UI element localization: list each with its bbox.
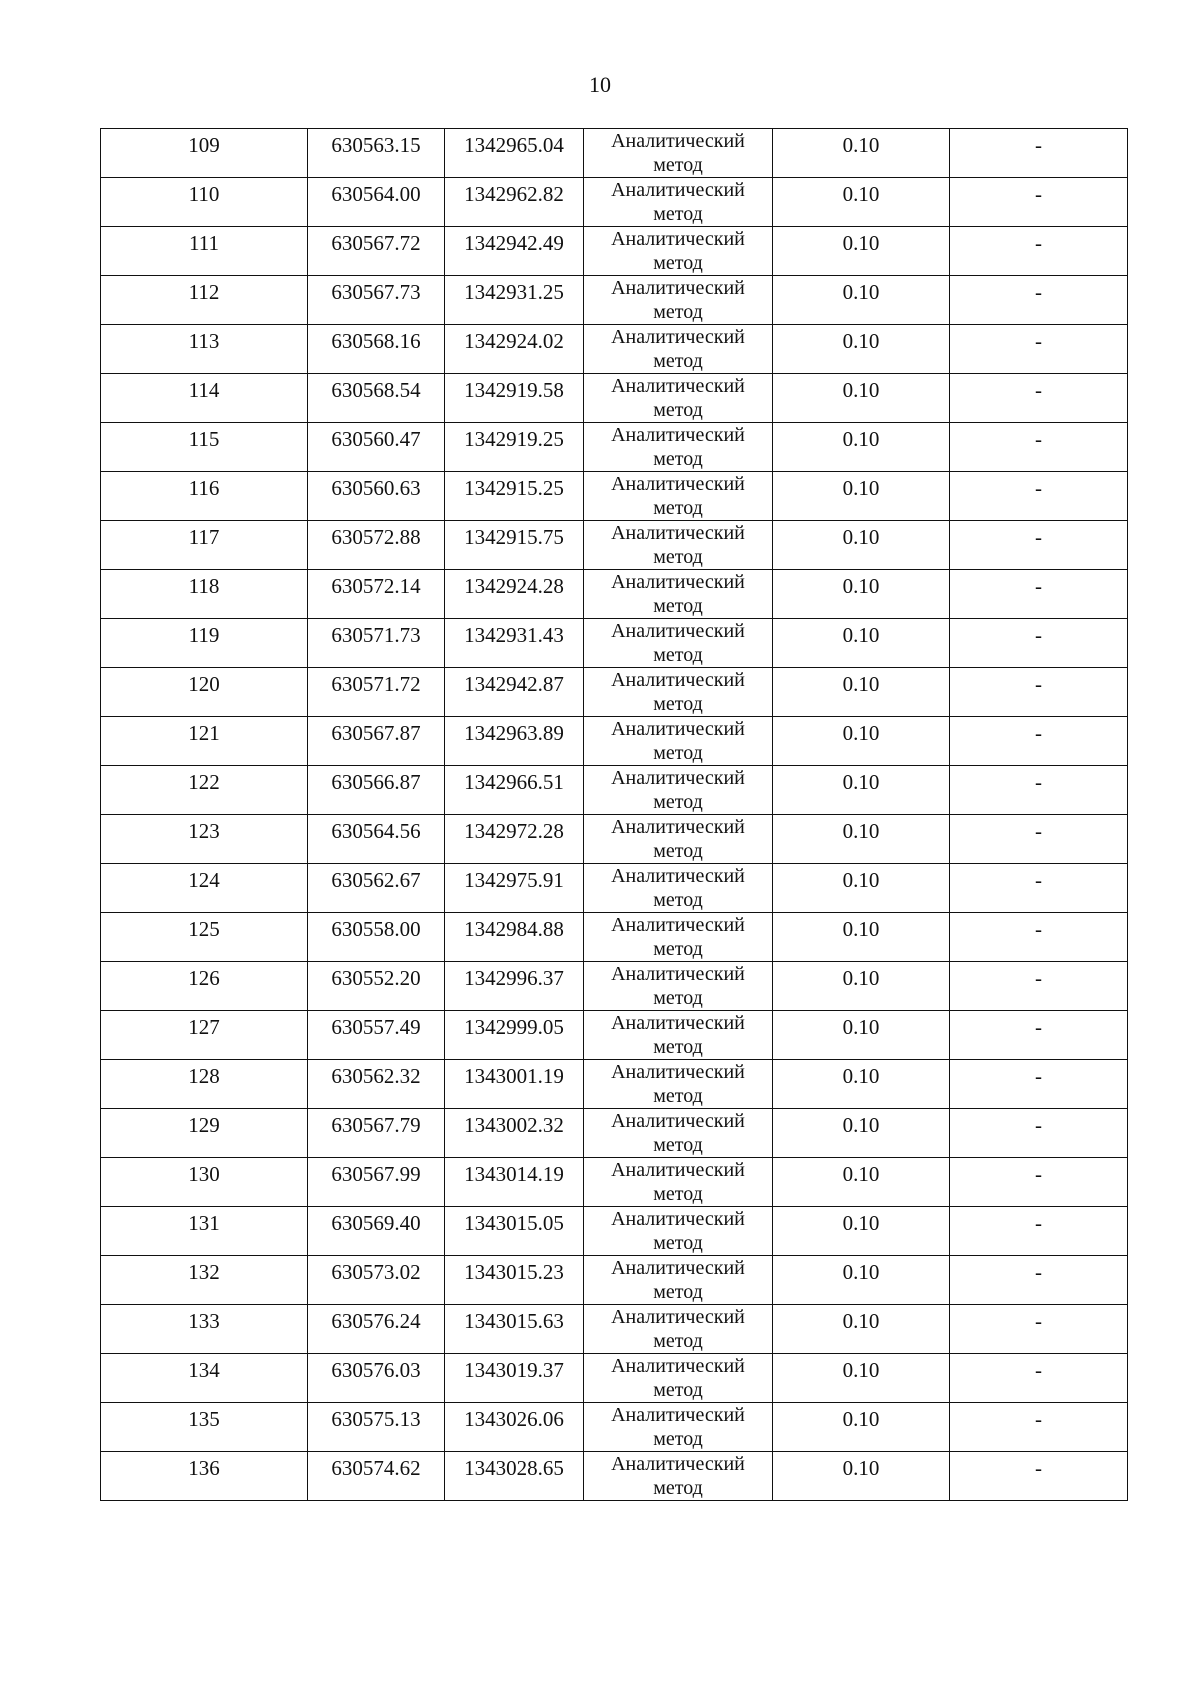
x-coordinate-cell: 630575.13 bbox=[308, 1403, 445, 1452]
accuracy-cell: 0.10 bbox=[773, 815, 950, 864]
method-text-line: метод bbox=[653, 1134, 703, 1156]
point-number-cell: 113 bbox=[101, 325, 308, 374]
note-cell: - bbox=[950, 374, 1128, 423]
point-number-cell: 112 bbox=[101, 276, 308, 325]
method-cell bbox=[584, 962, 773, 1011]
table-row bbox=[101, 962, 1128, 1011]
point-number-cell: 135 bbox=[101, 1403, 308, 1452]
table-row bbox=[101, 374, 1128, 423]
x-coordinate-cell: 630572.88 bbox=[308, 521, 445, 570]
accuracy-cell: 0.10 bbox=[773, 1011, 950, 1060]
x-coordinate-cell: 630567.87 bbox=[308, 717, 445, 766]
method-text-line: метод bbox=[653, 791, 703, 813]
method-cell bbox=[584, 1452, 773, 1501]
note-cell: - bbox=[950, 815, 1128, 864]
method-text-line: Аналитический bbox=[611, 1404, 745, 1426]
note-cell: - bbox=[950, 325, 1128, 374]
x-coordinate-cell: 630576.24 bbox=[308, 1305, 445, 1354]
accuracy-cell: 0.10 bbox=[773, 619, 950, 668]
point-number-cell: 136 bbox=[101, 1452, 308, 1501]
y-coordinate-cell: 1342996.37 bbox=[445, 962, 584, 1011]
point-number-cell: 130 bbox=[101, 1158, 308, 1207]
table-row bbox=[101, 766, 1128, 815]
note-cell: - bbox=[950, 1256, 1128, 1305]
method-text-line: метод bbox=[653, 154, 703, 176]
y-coordinate-cell: 1342919.25 bbox=[445, 423, 584, 472]
accuracy-cell: 0.10 bbox=[773, 178, 950, 227]
point-number-cell: 133 bbox=[101, 1305, 308, 1354]
method-text-line: метод bbox=[653, 1232, 703, 1254]
y-coordinate-cell: 1342972.28 bbox=[445, 815, 584, 864]
method-text-line: метод bbox=[653, 203, 703, 225]
table-row bbox=[101, 227, 1128, 276]
method-text-line: Аналитический bbox=[611, 718, 745, 740]
y-coordinate-cell: 1342931.43 bbox=[445, 619, 584, 668]
point-number-cell: 115 bbox=[101, 423, 308, 472]
note-cell: - bbox=[950, 668, 1128, 717]
method-text-line: Аналитический bbox=[611, 424, 745, 446]
note-cell: - bbox=[950, 1158, 1128, 1207]
point-number-cell: 131 bbox=[101, 1207, 308, 1256]
accuracy-cell: 0.10 bbox=[773, 1109, 950, 1158]
x-coordinate-cell: 630567.99 bbox=[308, 1158, 445, 1207]
y-coordinate-cell: 1342975.91 bbox=[445, 864, 584, 913]
method-text-line: метод bbox=[653, 546, 703, 568]
x-coordinate-cell: 630576.03 bbox=[308, 1354, 445, 1403]
method-cell bbox=[584, 472, 773, 521]
method-cell bbox=[584, 1207, 773, 1256]
accuracy-cell: 0.10 bbox=[773, 913, 950, 962]
x-coordinate-cell: 630563.15 bbox=[308, 129, 445, 178]
note-cell: - bbox=[950, 766, 1128, 815]
table-row bbox=[101, 864, 1128, 913]
method-text-line: метод bbox=[653, 497, 703, 519]
point-number-cell: 119 bbox=[101, 619, 308, 668]
point-number-cell: 132 bbox=[101, 1256, 308, 1305]
method-cell bbox=[584, 864, 773, 913]
table-row bbox=[101, 1158, 1128, 1207]
method-text-line: Аналитический bbox=[611, 522, 745, 544]
table-row bbox=[101, 276, 1128, 325]
method-text-line: Аналитический bbox=[611, 963, 745, 985]
method-text-line: Аналитический bbox=[611, 473, 745, 495]
method-text-line: метод bbox=[653, 1477, 703, 1499]
point-number-cell: 121 bbox=[101, 717, 308, 766]
table-row bbox=[101, 619, 1128, 668]
method-text-line: метод bbox=[653, 448, 703, 470]
x-coordinate-cell: 630567.79 bbox=[308, 1109, 445, 1158]
accuracy-cell: 0.10 bbox=[773, 521, 950, 570]
x-coordinate-cell: 630557.49 bbox=[308, 1011, 445, 1060]
method-cell bbox=[584, 766, 773, 815]
point-number-cell: 109 bbox=[101, 129, 308, 178]
method-cell bbox=[584, 913, 773, 962]
method-text-line: метод bbox=[653, 742, 703, 764]
accuracy-cell: 0.10 bbox=[773, 1158, 950, 1207]
y-coordinate-cell: 1342984.88 bbox=[445, 913, 584, 962]
point-number-cell: 122 bbox=[101, 766, 308, 815]
y-coordinate-cell: 1342924.28 bbox=[445, 570, 584, 619]
accuracy-cell: 0.10 bbox=[773, 717, 950, 766]
coordinates-table bbox=[100, 128, 1128, 1501]
method-cell bbox=[584, 374, 773, 423]
table-row bbox=[101, 472, 1128, 521]
accuracy-cell: 0.10 bbox=[773, 227, 950, 276]
table-row bbox=[101, 717, 1128, 766]
method-text-line: Аналитический bbox=[611, 571, 745, 593]
method-text-line: Аналитический bbox=[611, 865, 745, 887]
method-text-line: Аналитический bbox=[611, 620, 745, 642]
table-row bbox=[101, 668, 1128, 717]
accuracy-cell: 0.10 bbox=[773, 1256, 950, 1305]
point-number-cell: 111 bbox=[101, 227, 308, 276]
x-coordinate-cell: 630574.62 bbox=[308, 1452, 445, 1501]
note-cell: - bbox=[950, 1403, 1128, 1452]
method-text-line: метод bbox=[653, 938, 703, 960]
point-number-cell: 125 bbox=[101, 913, 308, 962]
point-number-cell: 124 bbox=[101, 864, 308, 913]
note-cell: - bbox=[950, 129, 1128, 178]
accuracy-cell: 0.10 bbox=[773, 1207, 950, 1256]
accuracy-cell: 0.10 bbox=[773, 1354, 950, 1403]
x-coordinate-cell: 630573.02 bbox=[308, 1256, 445, 1305]
note-cell: - bbox=[950, 521, 1128, 570]
x-coordinate-cell: 630566.87 bbox=[308, 766, 445, 815]
method-text-line: Аналитический bbox=[611, 326, 745, 348]
table-row bbox=[101, 1207, 1128, 1256]
method-text-line: Аналитический bbox=[611, 228, 745, 250]
accuracy-cell: 0.10 bbox=[773, 1452, 950, 1501]
method-cell bbox=[584, 717, 773, 766]
y-coordinate-cell: 1343015.05 bbox=[445, 1207, 584, 1256]
y-coordinate-cell: 1343026.06 bbox=[445, 1403, 584, 1452]
note-cell: - bbox=[950, 962, 1128, 1011]
accuracy-cell: 0.10 bbox=[773, 1060, 950, 1109]
method-text-line: метод bbox=[653, 1379, 703, 1401]
method-text-line: метод bbox=[653, 301, 703, 323]
table-row bbox=[101, 423, 1128, 472]
y-coordinate-cell: 1343015.63 bbox=[445, 1305, 584, 1354]
table-row bbox=[101, 325, 1128, 374]
method-cell bbox=[584, 276, 773, 325]
y-coordinate-cell: 1342999.05 bbox=[445, 1011, 584, 1060]
method-text-line: метод bbox=[653, 399, 703, 421]
method-cell bbox=[584, 521, 773, 570]
table-row bbox=[101, 521, 1128, 570]
method-text-line: Аналитический bbox=[611, 1257, 745, 1279]
point-number-cell: 127 bbox=[101, 1011, 308, 1060]
table-row bbox=[101, 1354, 1128, 1403]
table-row bbox=[101, 1060, 1128, 1109]
y-coordinate-cell: 1342942.87 bbox=[445, 668, 584, 717]
method-text-line: Аналитический bbox=[611, 767, 745, 789]
method-text-line: метод bbox=[653, 840, 703, 862]
method-text-line: метод bbox=[653, 252, 703, 274]
accuracy-cell: 0.10 bbox=[773, 129, 950, 178]
accuracy-cell: 0.10 bbox=[773, 962, 950, 1011]
method-cell bbox=[584, 423, 773, 472]
method-text-line: Аналитический bbox=[611, 1012, 745, 1034]
table-row bbox=[101, 1452, 1128, 1501]
point-number-cell: 110 bbox=[101, 178, 308, 227]
table-row bbox=[101, 913, 1128, 962]
table-row bbox=[101, 815, 1128, 864]
accuracy-cell: 0.10 bbox=[773, 472, 950, 521]
method-cell bbox=[584, 815, 773, 864]
method-cell bbox=[584, 129, 773, 178]
method-text-line: Аналитический bbox=[611, 816, 745, 838]
method-cell bbox=[584, 1060, 773, 1109]
x-coordinate-cell: 630562.67 bbox=[308, 864, 445, 913]
method-cell bbox=[584, 227, 773, 276]
note-cell: - bbox=[950, 1109, 1128, 1158]
y-coordinate-cell: 1343019.37 bbox=[445, 1354, 584, 1403]
y-coordinate-cell: 1343014.19 bbox=[445, 1158, 584, 1207]
y-coordinate-cell: 1343015.23 bbox=[445, 1256, 584, 1305]
y-coordinate-cell: 1342966.51 bbox=[445, 766, 584, 815]
y-coordinate-cell: 1343001.19 bbox=[445, 1060, 584, 1109]
table-row bbox=[101, 1256, 1128, 1305]
note-cell: - bbox=[950, 619, 1128, 668]
note-cell: - bbox=[950, 276, 1128, 325]
table-row bbox=[101, 1305, 1128, 1354]
method-cell bbox=[584, 178, 773, 227]
x-coordinate-cell: 630560.47 bbox=[308, 423, 445, 472]
y-coordinate-cell: 1342931.25 bbox=[445, 276, 584, 325]
note-cell: - bbox=[950, 1452, 1128, 1501]
x-coordinate-cell: 630564.00 bbox=[308, 178, 445, 227]
method-text-line: метод bbox=[653, 595, 703, 617]
point-number-cell: 126 bbox=[101, 962, 308, 1011]
method-text-line: Аналитический bbox=[611, 1306, 745, 1328]
table-row bbox=[101, 570, 1128, 619]
method-text-line: Аналитический bbox=[611, 179, 745, 201]
x-coordinate-cell: 630569.40 bbox=[308, 1207, 445, 1256]
x-coordinate-cell: 630560.63 bbox=[308, 472, 445, 521]
accuracy-cell: 0.10 bbox=[773, 570, 950, 619]
point-number-cell: 134 bbox=[101, 1354, 308, 1403]
x-coordinate-cell: 630568.54 bbox=[308, 374, 445, 423]
method-cell bbox=[584, 1256, 773, 1305]
point-number-cell: 123 bbox=[101, 815, 308, 864]
method-text-line: Аналитический bbox=[611, 130, 745, 152]
x-coordinate-cell: 630571.73 bbox=[308, 619, 445, 668]
x-coordinate-cell: 630552.20 bbox=[308, 962, 445, 1011]
note-cell: - bbox=[950, 717, 1128, 766]
x-coordinate-cell: 630567.73 bbox=[308, 276, 445, 325]
table-row bbox=[101, 1109, 1128, 1158]
method-text-line: метод bbox=[653, 644, 703, 666]
accuracy-cell: 0.10 bbox=[773, 864, 950, 913]
y-coordinate-cell: 1342915.75 bbox=[445, 521, 584, 570]
y-coordinate-cell: 1342919.58 bbox=[445, 374, 584, 423]
point-number-cell: 114 bbox=[101, 374, 308, 423]
method-text-line: Аналитический bbox=[611, 1453, 745, 1475]
note-cell: - bbox=[950, 1207, 1128, 1256]
y-coordinate-cell: 1342915.25 bbox=[445, 472, 584, 521]
x-coordinate-cell: 630567.72 bbox=[308, 227, 445, 276]
y-coordinate-cell: 1342942.49 bbox=[445, 227, 584, 276]
point-number-cell: 118 bbox=[101, 570, 308, 619]
method-text-line: метод bbox=[653, 987, 703, 1009]
method-text-line: метод bbox=[653, 1281, 703, 1303]
point-number-cell: 120 bbox=[101, 668, 308, 717]
method-text-line: метод bbox=[653, 1036, 703, 1058]
method-text-line: Аналитический bbox=[611, 1355, 745, 1377]
method-text-line: Аналитический bbox=[611, 1061, 745, 1083]
method-cell bbox=[584, 1158, 773, 1207]
method-text-line: Аналитический bbox=[611, 277, 745, 299]
method-cell bbox=[584, 1305, 773, 1354]
accuracy-cell: 0.10 bbox=[773, 423, 950, 472]
method-text-line: Аналитический bbox=[611, 375, 745, 397]
method-cell bbox=[584, 1011, 773, 1060]
method-text-line: Аналитический bbox=[611, 1208, 745, 1230]
y-coordinate-cell: 1343028.65 bbox=[445, 1452, 584, 1501]
accuracy-cell: 0.10 bbox=[773, 325, 950, 374]
method-cell bbox=[584, 1403, 773, 1452]
accuracy-cell: 0.10 bbox=[773, 668, 950, 717]
method-cell bbox=[584, 325, 773, 374]
y-coordinate-cell: 1343002.32 bbox=[445, 1109, 584, 1158]
note-cell: - bbox=[950, 1305, 1128, 1354]
point-number-cell: 117 bbox=[101, 521, 308, 570]
y-coordinate-cell: 1342963.89 bbox=[445, 717, 584, 766]
x-coordinate-cell: 630562.32 bbox=[308, 1060, 445, 1109]
accuracy-cell: 0.10 bbox=[773, 766, 950, 815]
method-text-line: Аналитический bbox=[611, 669, 745, 691]
x-coordinate-cell: 630564.56 bbox=[308, 815, 445, 864]
table-row bbox=[101, 1011, 1128, 1060]
point-number-cell: 129 bbox=[101, 1109, 308, 1158]
table-row bbox=[101, 129, 1128, 178]
note-cell: - bbox=[950, 864, 1128, 913]
y-coordinate-cell: 1342924.02 bbox=[445, 325, 584, 374]
method-cell bbox=[584, 619, 773, 668]
note-cell: - bbox=[950, 423, 1128, 472]
note-cell: - bbox=[950, 1011, 1128, 1060]
note-cell: - bbox=[950, 1060, 1128, 1109]
method-text-line: метод bbox=[653, 1183, 703, 1205]
accuracy-cell: 0.10 bbox=[773, 276, 950, 325]
x-coordinate-cell: 630571.72 bbox=[308, 668, 445, 717]
note-cell: - bbox=[950, 227, 1128, 276]
note-cell: - bbox=[950, 913, 1128, 962]
method-text-line: метод bbox=[653, 350, 703, 372]
method-text-line: Аналитический bbox=[611, 914, 745, 936]
note-cell: - bbox=[950, 178, 1128, 227]
method-cell bbox=[584, 570, 773, 619]
method-text-line: метод bbox=[653, 1428, 703, 1450]
table-row bbox=[101, 1403, 1128, 1452]
accuracy-cell: 0.10 bbox=[773, 1305, 950, 1354]
accuracy-cell: 0.10 bbox=[773, 1403, 950, 1452]
method-text-line: Аналитический bbox=[611, 1110, 745, 1132]
x-coordinate-cell: 630558.00 bbox=[308, 913, 445, 962]
page-number: 10 bbox=[589, 72, 611, 97]
x-coordinate-cell: 630568.16 bbox=[308, 325, 445, 374]
table-row bbox=[101, 178, 1128, 227]
note-cell: - bbox=[950, 570, 1128, 619]
method-text-line: Аналитический bbox=[611, 1159, 745, 1181]
point-number-cell: 128 bbox=[101, 1060, 308, 1109]
x-coordinate-cell: 630572.14 bbox=[308, 570, 445, 619]
note-cell: - bbox=[950, 1354, 1128, 1403]
method-cell bbox=[584, 1109, 773, 1158]
point-number-cell: 116 bbox=[101, 472, 308, 521]
method-cell bbox=[584, 668, 773, 717]
method-cell bbox=[584, 1354, 773, 1403]
accuracy-cell: 0.10 bbox=[773, 374, 950, 423]
note-cell: - bbox=[950, 472, 1128, 521]
coordinates-table-body bbox=[101, 129, 1128, 1501]
method-text-line: метод bbox=[653, 889, 703, 911]
y-coordinate-cell: 1342965.04 bbox=[445, 129, 584, 178]
method-text-line: метод bbox=[653, 1330, 703, 1352]
method-text-line: метод bbox=[653, 693, 703, 715]
method-text-line: метод bbox=[653, 1085, 703, 1107]
y-coordinate-cell: 1342962.82 bbox=[445, 178, 584, 227]
